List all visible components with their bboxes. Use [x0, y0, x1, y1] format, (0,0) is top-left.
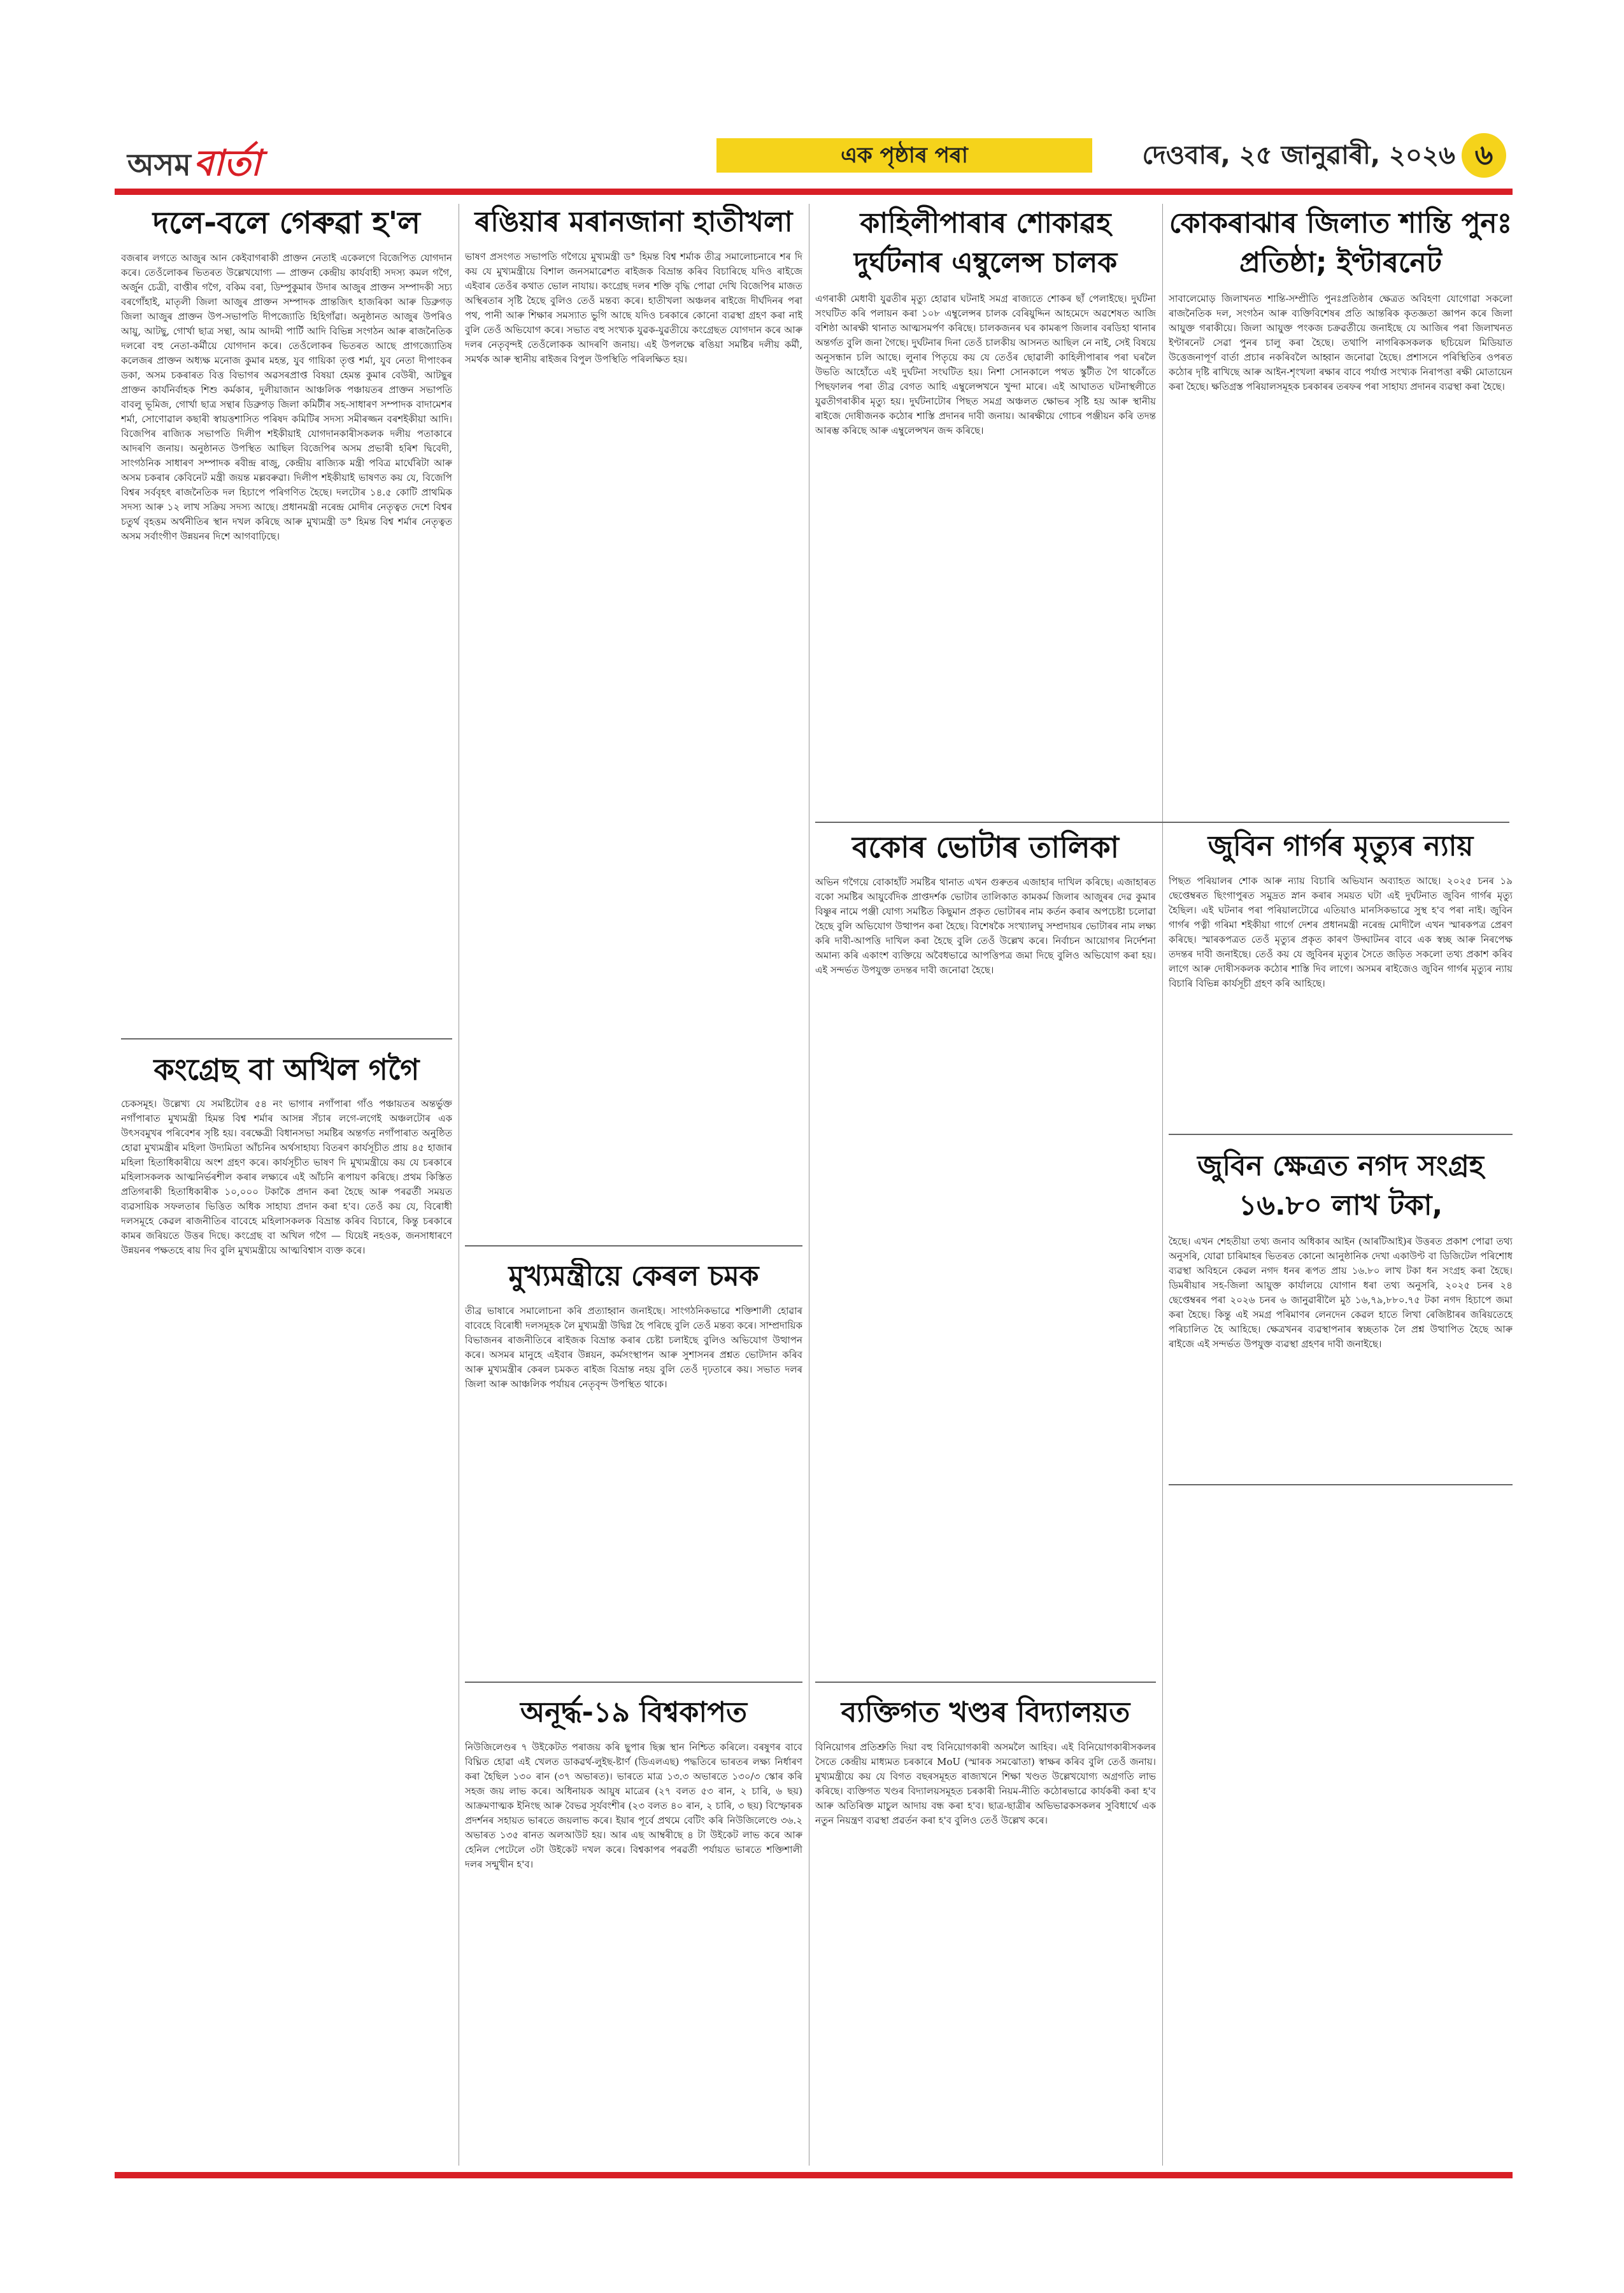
column-divider	[1162, 204, 1163, 2166]
article-body: পিছত পৰিয়ালৰ শোক আৰু ন্যায় বিচাৰি অভিযান অব্যাহত আছে। ২০২৫ চনৰ ১৯ ছেপ্তেম্বৰত ছিংগাপুৰত সমুদ্ৰত স্নান কৰাৰ সময়ত ঘটা এই দুৰ্ঘটনাত জুবিন গাৰ্গৰ মৃত্যু হৈছিল। এই ঘটনাৰ পৰা পৰিয়ালটোৱে এতিয়াও মানসিকভাৱে সুস্থ হ'ব পৰা নাই। জুবিন গাৰ্গৰ পত্নী গৰিমা শইকীয়া গাৰ্গে দেশৰ প্ৰধানমন্ত্ৰী নৰেন্দ্ৰ মোদীলৈ এখন স্মাৰকপত্ৰ প্ৰেৰণ কৰিছে। স্মাৰকপত্ৰত তেওঁ মৃত্যুৰ প্ৰকৃত কাৰণ উদ্ঘাটনৰ বাবে এক স্বচ্ছ আৰু নিৰপেক্ষ তদন্তৰ দাবী জনাইছে। তেওঁ কয় যে জুবিনৰ মৃত্যুৰ সৈতে জড়িত সকলো তথ্য প্ৰকাশ কৰিব লাগে আৰু দোষীসকলক কঠোৰ শাস্তি দিব লাগে। অসমৰ ৰাইজেও জুবিন গাৰ্গৰ মৃত্যুৰ ন্যায় বিচাৰি বিভিন্ন কাৰ্যসূচী গ্ৰহণ কৰি আহিছে।	[1169, 875, 1513, 989]
article-body: সাবালেমোড় জিলাখনত শান্তি-সম্প্ৰীতি পুনঃপ্ৰতিষ্ঠাৰ ক্ষেত্ৰত অবিহণা যোগোৱা সকলো ৰাজনৈতিক দল, সংগঠন আৰু ব্যক্তিবিশেষৰ প্ৰতি আন্তৰিক কৃতজ্ঞতা জ্ঞাপন কৰে জিলা আয়ুক্ত গৰাকীয়ে। জিলা আয়ুক্ত পংকজ চক্ৰৱৰ্তীয়ে জনাইছে যে আজিৰ পৰা জিলাখনত ইণ্টাৰনেট সেৱা পুনৰ চালু কৰা হৈছে। তথাপি নাগৰিকসকলক ছচিয়েল মিডিয়াত উত্তেজনাপূৰ্ণ বাৰ্তা প্ৰচাৰ নকৰিবলৈ আহ্বান জনোৱা হৈছে। প্ৰশাসনে পৰিস্থিতিৰ ওপৰত কঠোৰ দৃষ্টি ৰাখিছে আৰু আইন-শৃংখলা ৰক্ষাৰ বাবে পৰ্যাপ্ত সংখ্যক নিৰাপত্তা ৰক্ষী মোতায়েন কৰা হৈছে। ক্ষতিগ্ৰস্ত পৰিয়ালসমূহক চৰকাৰৰ তৰফৰ পৰা সাহায্য প্ৰদানৰ ব্যৱস্থা কৰা হৈছে।	[1169, 293, 1513, 392]
newspaper-logo	[127, 136, 261, 184]
section-divider	[465, 1245, 802, 1247]
article-cm-kerala	[465, 1258, 802, 1675]
article-rangia	[465, 204, 802, 1239]
article-private-schools	[815, 1694, 1156, 2166]
article-headline: অনূৰ্দ্ধ-১৯ বিশ্বকাপত	[520, 1696, 747, 1729]
article-kahilipara	[815, 204, 1156, 815]
article-headline: দলে-বলে গেৰুৱা হ'ল	[152, 205, 421, 241]
logo-part-2: বাৰ্তা	[193, 142, 261, 184]
logo-part-1: অসম	[127, 147, 191, 183]
article-body: বিনিয়োগৰ প্ৰতিশ্ৰুতি দিয়া বহু বিনিয়োগকাৰী অসমলৈ আহিব। এই বিনিয়োগকাৰীসকলৰ সৈতে কেন্দ্ৰীয় মাধ্যমত চৰকাৰে MoU (স্মাৰক সমঝোতা) স্বাক্ষৰ কৰিব বুলি তেওঁ জনায়। মুখ্যমন্ত্ৰীয়ে কয় যে বিগত বছৰসমূহত ৰাজ্যখনে শিক্ষা খণ্ডত উল্লেখযোগ্য অগ্ৰগতি লাভ কৰিছে। ব্যক্তিগত খণ্ডৰ বিদ্যালয়সমূহত চৰকাৰী নিয়ম-নীতি কঠোৰভাৱে কাৰ্যকৰী কৰা হ'ব আৰু অতিৰিক্ত মাচুল আদায় বন্ধ কৰা হ'ব। ছাত্ৰ-ছাত্ৰীৰ অভিভাৱকসকলৰ সুবিধাৰ্থে এক নতুন নিয়ন্ত্ৰণ ব্যৱস্থা প্ৰৱৰ্তন কৰা হ'ব বুলিও তেওঁ উল্লেখ কৰে।	[815, 1741, 1156, 1826]
footer-rule	[115, 2172, 1513, 2178]
article-headline: কংগ্ৰেছ বা অখিল গগৈ	[153, 1052, 420, 1087]
section-divider	[465, 1682, 802, 1683]
section-divider	[815, 1682, 1156, 1683]
article-body: এগৰাকী মেধাবী যুৱতীৰ মৃত্যু হোৱাৰ ঘটনাই সমগ্ৰ ৰাজ্যতে শোকৰ ছাঁ পেলাইছে। দুৰ্ঘটনা সংঘটিত কৰি পলায়ন কৰা ১০৮ এম্বুলেন্সৰ চালক বেৰিয়ুদ্দিন আহমেদে অৱশেষত আজি বশিষ্ঠা আৰক্ষী থানাত আত্মসমৰ্পণ কৰিছে। চালকজনৰ ঘৰ কামৰূপ জিলাৰ বৰডিহা থানাৰ অন্তৰ্গত বুলি জনা গৈছে। দুৰ্ঘটনাৰ দিনা তেওঁ চালকীয় আসনত আছিল নে নাই, সেই বিষয়ে অনুসন্ধান চলি আছে। লুনাৰ পিতৃয়ে কয় যে তেওঁৰ ছোৱালী কাহিলীপাৰাৰ পৰা ঘৰলৈ উভতি আহোঁতে এই দুৰ্ঘটনা সংঘটিত হয়। নিশা সোনকালে পথত স্কুটীত গৈ থাকোঁতে পিছফালৰ পৰা তীব্ৰ বেগত আহি এম্বুলেন্সখনে খুন্দা মাৰে। এই আঘাতত ঘটনাস্থলীতে যুৱতীগৰাকীৰ মৃত্যু হয়। দুৰ্ঘটনাটোৰ পিছত সমগ্ৰ অঞ্চলত ক্ষোভৰ সৃষ্টি হয় আৰু স্থানীয় ৰাইজে দোষীজনক কঠোৰ শাস্তি প্ৰদানৰ দাবী জনায়। আৰক্ষীয়ে গোচৰ পঞ্জীয়ন কৰি তদন্ত আৰম্ভ কৰিছে আৰু এম্বুলেন্সখন জব্দ কৰিছে।	[815, 293, 1156, 436]
article-gerua	[121, 204, 452, 1032]
article-headline: কাহিলীপাৰাৰ শোকাৱহ দুৰ্ঘটনাৰ এম্বুলেন্স চালক	[853, 207, 1118, 279]
article-congress	[121, 1051, 452, 2166]
dateline: দেওবাৰ, ২৫ জানুৱাৰী, ২০২৬	[1142, 141, 1455, 170]
article-headline: জুবিন গাৰ্গৰ মৃত্যুৰ ন্যায়	[1207, 830, 1474, 862]
article-body: তীব্ৰ ভাষাৰে সমালোচনা কৰি প্ৰত্যাহ্বান জনাইছে। সাংগঠনিকভাৱে শক্তিশালী হোৱাৰ বাবেহে বিৰোধী দলসমূহক লৈ মুখ্যমন্ত্ৰী উদ্বিগ্ন হৈ পৰিছে বুলি তেওঁ মন্তব্য কৰে। সাম্প্ৰদায়িক বিভাজনৰ ৰাজনীতিৰে ৰাইজক বিভ্ৰান্ত কৰাৰ চেষ্টা চলাইছে বুলিও অভিযোগ উত্থাপন কৰে। অসমৰ মানুহে এইবাৰ উন্নয়ন, কৰ্মসংস্থাপন আৰু সুশাসনৰ প্ৰশ্নত ভোটদান কৰিব আৰু মুখ্যমন্ত্ৰীৰ কেৰল চমকত ৰাইজ বিভ্ৰান্ত নহয় বুলি তেওঁ দৃঢ়তাৰে কয়। সভাত দলৰ জিলা আৰু আঞ্চলিক পৰ্যায়ৰ নেতৃবৃন্দ উপস্থিত থাকে।	[465, 1305, 802, 1390]
article-headline: ৰঙিয়াৰ মৰানজানা হাতীখলা	[474, 206, 793, 238]
page-number: ৬	[1462, 133, 1506, 178]
article-body: চেকসমূহ। উল্লেখ্য যে সমষ্টিটোৰ ৫৪ নং ভাগাৰ নগাঁপাৰা গাঁও পঞ্চায়তৰ অন্তৰ্ভুক্ত নগাঁপাৰাত মুখ্যমন্ত্ৰী হিমন্ত বিশ্ব শৰ্মাৰ আসন্ন সঁচাৰ লগে-লগেই অঞ্চলটোৰ এক উৎসবমুখৰ পৰিবেশৰ সৃষ্টি হয়। বৰক্ষেত্ৰী বিধানসভা সমষ্টিৰ অন্তৰ্গত নগাঁপাৰাত অনুষ্ঠিত হোৱা মুখ্যমন্ত্ৰীৰ মহিলা উদ্যমিতা আঁচনিৰ অৰ্থসাহায্য বিতৰণ কাৰ্যসূচীত প্ৰায় ৪৫ হাজাৰ মহিলা হিতাধিকাৰীয়ে অংশ গ্ৰহণ কৰে। কাৰ্যসূচীত ভাষণ দি মুখ্যমন্ত্ৰীয়ে কয় যে চৰকাৰে মহিলাসকলক আত্মনিৰ্ভৰশীল কৰাৰ লক্ষ্যৰে এই আঁচনি ৰূপায়ণ কৰিছে। প্ৰথম কিস্তিত প্ৰতিগৰাকী হিতাধিকাৰীক ১০,০০০ টকাকৈ প্ৰদান কৰা হৈছে আৰু পৰৱৰ্তী সময়ত ব্যৱসায়িক সফলতাৰ ভিত্তিত অধিক সাহায্য প্ৰদান কৰা হ'ব। তেওঁ কয় যে, বিৰোধী দলসমূহে কেৱল ৰাজনীতিৰ বাবেহে মহিলাসকলক বিভ্ৰান্ত কৰিব বিচাৰে, কিন্তু চৰকাৰে কামৰ জৰিয়তে উত্তৰ দিছে। কংগ্ৰেছ বা অখিল গগৈ — যিয়েই নহওক, জনসাধাৰণে উন্নয়নৰ পক্ষতহে ৰায় দিব বুলি মুখ্যমন্ত্ৰীয়ে আত্মবিশ্বাস ব্যক্ত কৰে।	[121, 1098, 452, 1256]
article-body: ভাষণ প্ৰসংগত সভাপতি গগৈয়ে মুখ্যমন্ত্ৰী ড° হিমন্ত বিশ্ব শৰ্মাক তীব্ৰ সমালোচনাৰে শৰ দি কয় যে মুখ্যমন্ত্ৰীয়ে বিশাল জনসমাৱেশত ৰাইজক বিভ্ৰান্ত কৰিব বিচাৰিছে যদিও ৰাইজে এইবাৰ তেওঁৰ কথাত ভোল নাযায়। কংগ্ৰেছ দলৰ শক্তি বৃদ্ধি পোৱা দেখি বিজেপিৰ মাজত অস্থিৰতাৰ সৃষ্টি হৈছে বুলিও তেওঁ মন্তব্য কৰে। হাতীখলা অঞ্চলৰ ৰাইজে দীৰ্ঘদিনৰ পৰা পথ, পানী আৰু শিক্ষাৰ সমস্যাত ভুগি আছে যদিও চৰকাৰে কোনো ব্যৱস্থা গ্ৰহণ কৰা নাই বুলি তেওঁ অভিযোগ কৰে। সভাত বহু সংখ্যক যুৱক-যুৱতীয়ে কংগ্ৰেছত যোগদান কৰে আৰু দলৰ নেতৃবৃন্দই তেওঁলোকক আদৰণি জনায়। এই উপলক্ষে ৰঙিয়া সমষ্টিৰ দলীয় কৰ্মী, সমৰ্থক আৰু স্থানীয় ৰাইজৰ বিপুল উপস্থিতি পৰিলক্ষিত হয়।	[465, 251, 802, 365]
section-divider	[1169, 1134, 1513, 1135]
article-zubeen-justice	[1169, 828, 1513, 1127]
article-body: নিউজিলেণ্ডৰ ৭ উইকেটত পৰাজয় কৰি ছুপাৰ ছিক্স স্থান নিশ্চিত কৰিলে। বৰষুণৰ বাবে বিঘ্নিত হোৱা এই খেলত ডাকৱৰ্থ-লুইছ-ষ্টাৰ্ণ (ডিএলএছ) পদ্ধতিৰে ভাৰতৰ লক্ষ্য নিৰ্ধাৰণ কৰা হৈছিল ১৩০ ৰান (৩৭ অভাৰত)। ভাৰতে মাত্ৰ ১৩.৩ অভাৰতে ১৩০/৩ স্কোৰ কৰি সহজ জয় লাভ কৰে। অধিনায়ক আয়ুষ মাত্ৰেৰ (২৭ বলত ৫৩ ৰান, ২ চাৰি, ৬ ছয়) আক্ৰমণাত্মক ইনিংছ আৰু বৈভৱ সূৰ্যবংশীৰ (২৩ বলত ৪০ ৰান, ২ চাৰি, ৩ ছয়) বিস্ফোৰক প্ৰদৰ্শনৰ সহায়ত ভাৰতে জয়লাভ কৰে। ইয়াৰ পূৰ্বে প্ৰথমে বেটিং কৰি নিউজিলেণ্ডে ৩৬.২ অভাৰত ১৩৫ ৰানত অলআউট হয়। আৰ এছ আম্বৰীছে ৪ টা উইকেট লাভ কৰে আৰু হেনিল পেটেলে ৩টা উইকেট দখল কৰে। বিশ্বকাপৰ পৰৱৰ্তী পৰ্যায়ত ভাৰতে শক্তিশালী দলৰ সন্মুখীন হ'ব।	[465, 1741, 802, 1870]
article-zubeen-cash	[1169, 1146, 1513, 2166]
article-headline: কোকৰাঝাৰ জিলাত শান্তি পুনঃ প্ৰতিষ্ঠা; ইণ্টাৰনেট	[1169, 207, 1513, 279]
masthead	[115, 124, 1513, 188]
article-headline: বকোৰ ভোটাৰ তালিকা	[852, 830, 1119, 864]
article-kokrajhar	[1169, 204, 1513, 815]
article-body: অভিন গগৈয়ে বোকাহাঁট সমষ্টিৰ থানাত এখন গুৰুতৰ এজাহাৰ দাখিল কৰিছে। এজাহাৰত বকো সমষ্টিৰ আয়ুৰ্বেদিক প্ৰাপ্তদৰ্শক ভোটাৰ তালিকাত কামকৰ্ম জিলাৰ আজুৰৰ দেৱ কুমাৰ বিষ্ণুৰ নামে পঞ্জী যোগ্য সমষ্টিত কিছুমান প্ৰকৃত ভোটাৰৰ নাম কৰ্তন কৰাৰ অপচেষ্টা চলোৱা হৈছে বুলি অভিযোগ উত্থাপন কৰা হৈছে। বিশেষকৈ সংখ্যালঘু সম্প্ৰদায়ৰ ভোটাৰৰ নাম লক্ষ্য কৰি দাবী-আপত্তি দাখিল কৰা হৈছে বুলি তেওঁ উল্লেখ কৰে। নিৰ্বাচন আয়োগৰ নিৰ্দেশনা অমান্য কৰি একাংশ ব্যক্তিয়ে অবৈধভাৱে আপত্তিপত্ৰ জমা দিছে বুলিও অভিযোগ কৰা হয়। এই সন্দৰ্ভত উপযুক্ত তদন্তৰ দাবী জনোৱা হৈছে।	[815, 876, 1156, 976]
article-boko-voter-list	[815, 828, 1156, 1675]
article-headline: মুখ্যমন্ত্ৰীয়ে কেৰল চমক	[508, 1260, 759, 1292]
masthead-rule	[115, 189, 1513, 195]
article-headline: ব্যক্তিগত খণ্ডৰ বিদ্যালয়ত	[841, 1696, 1130, 1729]
section-banner: এক পৃষ্ঠাৰ পৰা	[716, 138, 1092, 173]
section-divider	[121, 1038, 452, 1039]
article-body: বজৰাৰ লগতে আজুৰ আন কেইবাগৰাকী প্ৰাক্তন নেতাই একেলগে বিজেপিত যোগদান কৰে। তেওঁলোকৰ ভিতৰত উল্লেখযোগ্য — প্ৰাক্তন কেন্দ্ৰীয় কাৰ্যবাহী সদস্য কমল গগৈ, অৰ্জুন চেত্ৰী, বাপ্তীৰ গগৈ, বকিম বৰা, ডিম্পুকুমাৰ উদাৰ আজুৰ প্ৰাক্তন সম্পাদকী সচ্য বৰগোঁহাই, মাতৃলী জিলা আজুৰ প্ৰাক্তন সম্পাদক প্ৰান্তজিৎ হাজৰিকা আৰু ডিব্ৰুগড় জিলা আজুৰ প্ৰাক্তন উপ-সভাপতি দীপজ্যোতি হিহিগাঁৱা। অনুষ্ঠানত আজুৰ উপৰিও আয়ু, আটছু, গোৰ্খা ছাত্ৰ সন্থা, আম আদমী পাৰ্টি আদি বিভিন্ন সংগঠন আৰু ৰাজনৈতিক দলৰো বহু নেতা-কৰ্মীয়ে যোগদান কৰে। তেওঁলোকৰ ভিতৰত আছে প্ৰাগজ্যোতিষ কলেজৰ প্ৰাক্তন অধ্যক্ষ মনোজ কুমাৰ মহন্ত, যুব গায়িকা তৃপ্ত শৰ্মা, যুব নেতা দীপাংকৰ ডকা, অসম চকৰাৰত বিত্ত বিভাগৰ অৱসৰপ্ৰাপ্ত বিষয়া হেমন্ত কুমাৰ বেউৰী, আটছুৰ প্ৰাক্তন কাৰ্যনিৰ্বাহক শিশু কৰ্মকাৰ, দুলীয়াজান আঞ্চলিক পঞ্চায়তৰ প্ৰাক্তন সভাপতি বাবলু ভূমিজ, গোৰ্খা ছাত্ৰ সন্থাৰ ডিব্ৰুগড় জিলা কমিটীৰ সহ-সাধাৰণ সম্পাদক বাদামেশৰ শৰ্মা, সোণোৱাল কছাৰী স্বায়ত্তশাসিত পৰিষদ কমিটিৰ সদস্য সমীৰজ্জন বৰশইকীয়া আদি। বিজেপিৰ ৰাজ্যিক সভাপতি দিলীপ শইকীয়াই যোগদানকাৰীসকলক দলীয় পতাকাৰে আদৰণি জনায়। অনুষ্ঠানত উপস্থিত আছিল বিজেপিৰ অসম প্ৰভাৰী হৰিশ দ্বিবেদী, সাংগঠনিক সাধাৰণ সম্পাদক ৰবীন্দ্ৰ ৰাজু, কেন্দ্ৰীয় ৰাজ্যিক মন্ত্ৰী পবিত্ৰ মাৰ্ঘেৰিটা আৰু অসম চকৰাৰ কেবিনেট মন্ত্ৰী জয়ন্ত মল্লবৰুৱা। দিলীপ শইকীয়াই ভাষণত কয় যে, বিজেপি বিশ্বৰ সৰ্ববৃহৎ ৰাজনৈতিক দল হিচাপে পৰিগণিত হৈছে। দলটোৰ ১৪.৫ কোটি প্ৰাথমিক সদস্য আৰু ১২ লাখ সক্ৰিয় সদস্য আছে। প্ৰধানমন্ত্ৰী নৰেন্দ্ৰ মোদীৰ নেতৃত্বত দেশে বিশ্বৰ চতুৰ্থ বৃহত্তম অৰ্থনীতিৰ স্থান দখল কৰিছে আৰু মুখ্যমন্ত্ৰী ড° হিমন্ত বিশ্ব শৰ্মাৰ নেতৃত্বত অসম সৰ্বাংগীণ উন্নয়নৰ দিশে আগবাঢ়িছে।	[121, 252, 452, 542]
article-body: হৈছে। এখন শেহতীয়া তথ্য জনাব অধিকাৰ আইন (আৰটিআই)ৰ উত্তৰত প্ৰকাশ পোৱা তথ্য অনুসৰি, যোৱা চাৰিমাহৰ ভিতৰত কোনো আনুষ্ঠানিক দেখা একাউণ্ট বা ডিজিটেল পৰিশোধ ব্যৱস্থা অবিহনে কেৱল নগদ ধনৰ ৰূপত প্ৰায় ১৬.৮০ লাখ টকা ধন সংগ্ৰহ কৰা হৈছে। ডিমৰীয়াৰ সহ-জিলা আয়ুক্ত কাৰ্যালয়ে যোগান ধৰা তথ্য অনুসৰি, ২০২৫ চনৰ ২৪ ছেপ্তেম্বৰৰ পৰা ২০২৬ চনৰ ৬ জানুৱাৰীলৈ মুঠ ১৬,৭৯,৮৮০.৭৫ টকা নগদ হিচাপে জমা কৰা হৈছে। কিন্তু এই সমগ্ৰ পৰিমাণৰ লেনদেন কেৱল হাতে লিখা ৰেজিষ্টাৰৰ জৰিয়তেহে পৰিচালিত হৈ আহিছে। ক্ষেত্ৰখনৰ ব্যৱস্থাপনাৰ স্বচ্ছতাক লৈ প্ৰশ্ন উত্থাপিত হৈছে আৰু ৰাইজে এই সন্দৰ্ভত উপযুক্ত ব্যৱস্থা গ্ৰহণৰ দাবী জনাইছে।	[1169, 1236, 1513, 1350]
article-u19-worldcup	[465, 1694, 802, 2166]
section-divider	[815, 822, 1509, 823]
article-headline: জুবিন ক্ষেত্ৰত নগদ সংগ্ৰহ ১৬.৮০ লাখ টকা,	[1197, 1150, 1484, 1222]
